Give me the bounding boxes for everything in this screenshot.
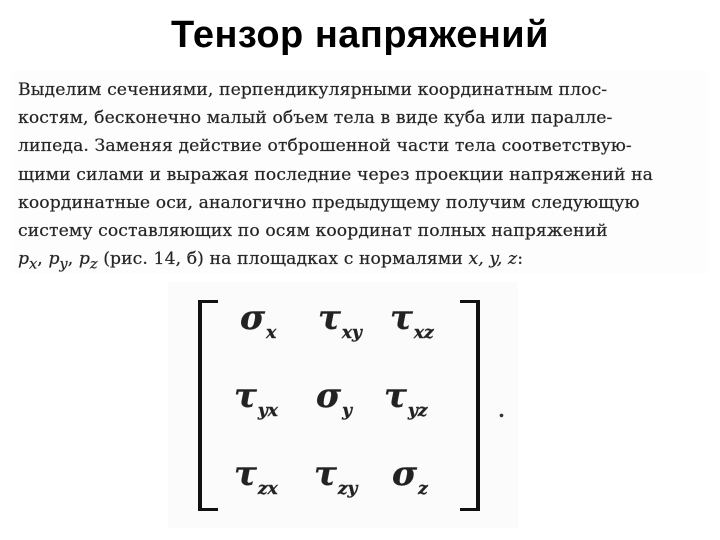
sub-z: z	[90, 256, 98, 273]
var-p: p	[78, 249, 90, 270]
left-bracket	[198, 300, 218, 511]
text-line: систему составляющих по осям координат полных напряжений	[18, 221, 608, 242]
matrix-cell: τzy	[314, 454, 358, 499]
text-line: щими силами и выражая последние через проекции напряжений на	[18, 164, 654, 185]
var-p: p	[48, 249, 60, 270]
right-bracket	[460, 300, 480, 511]
sub-x: x	[29, 256, 38, 273]
sub-y: y	[59, 256, 68, 273]
text-line-last	[18, 245, 704, 279]
text-line: Выделим сечениями, перпендикулярными координатным плос-	[18, 80, 608, 100]
separator: ,	[67, 249, 79, 270]
stress-tensor-matrix	[168, 282, 518, 528]
slide-title: Тензор напряжений	[171, 14, 549, 56]
text-fragment: (рис. 14, б) на площадках с нормалями	[97, 249, 469, 270]
matrix-cell: τzx	[234, 454, 278, 499]
separator: ,	[37, 249, 49, 270]
matrix-cell: τyx	[234, 376, 278, 421]
colon: :	[517, 249, 524, 270]
matrix-cell: σx	[240, 298, 277, 343]
axes-label: x, y, z	[468, 249, 518, 270]
matrix-cell: σz	[392, 454, 428, 499]
text-line: липеда. Заменяя действие отброшенной части тела соответствую-	[18, 136, 632, 157]
paragraph	[12, 70, 708, 279]
text-line: костям, бесконечно малый объем тела в виде куба или паралле-	[18, 108, 613, 129]
matrix-cell: τxy	[318, 298, 362, 343]
matrix-cell: σy	[316, 376, 352, 421]
matrix-cell: τyz	[384, 376, 428, 421]
scanned-text-block	[12, 70, 708, 274]
text-line: координатные оси, аналогично предыдущему получим следующую	[18, 192, 640, 213]
var-p: p	[18, 249, 30, 270]
matrix-cell: τxz	[390, 298, 434, 343]
period: .	[498, 398, 505, 422]
